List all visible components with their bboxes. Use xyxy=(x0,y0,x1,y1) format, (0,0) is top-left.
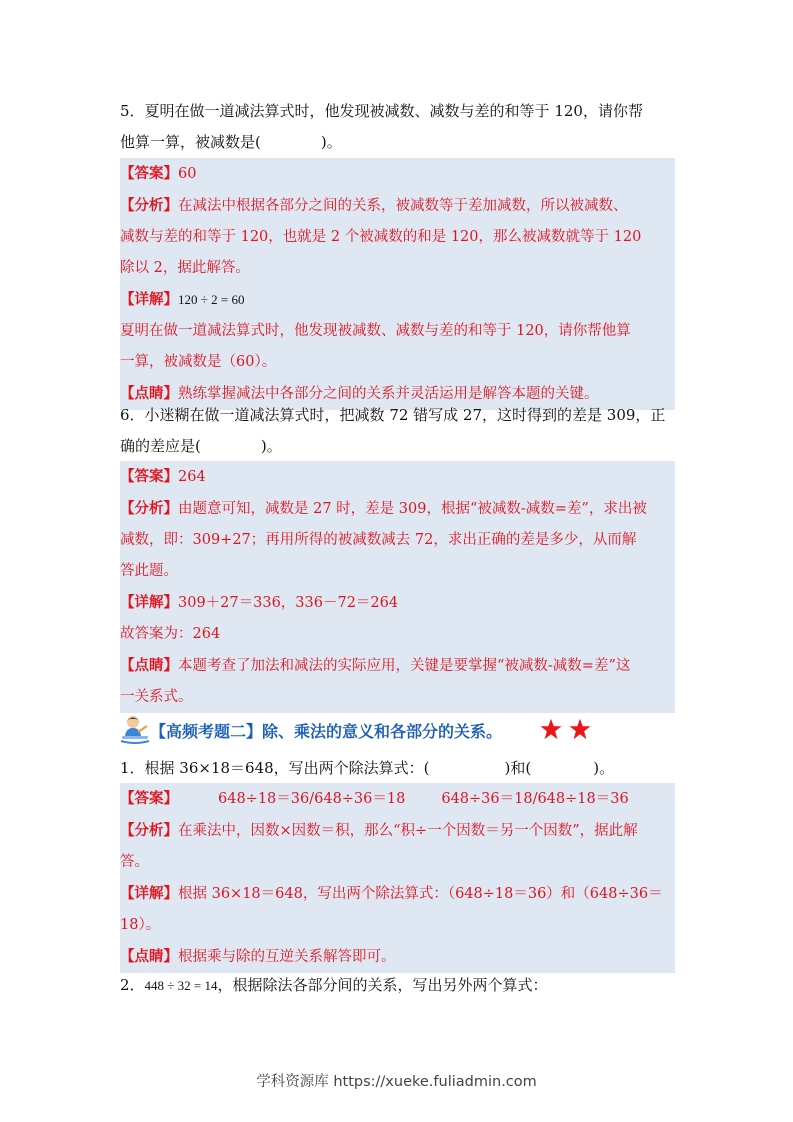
question-1 xyxy=(120,753,680,784)
detail-line: 【详解】309＋27＝336，336－72＝264 xyxy=(120,594,399,611)
section-heading xyxy=(120,714,680,748)
difficulty-stars xyxy=(540,718,593,744)
star-icon xyxy=(569,718,591,740)
question-1-line: 1．根据 36×18＝648，写出两个除法算式：( )和( )。 xyxy=(120,759,615,777)
solution-5 xyxy=(120,158,675,410)
solution-1 xyxy=(120,783,675,973)
student-writing-icon xyxy=(120,714,150,746)
analysis-line: 【分析】在减法中根据各部分之间的关系，被减数等于差加减数，所以被减数、 xyxy=(120,197,628,214)
solution-6 xyxy=(120,461,675,713)
question-5-line-2: 他算一算，被减数是( )。 xyxy=(120,133,342,151)
detail-line: 一算，被减数是（60）。 xyxy=(120,354,277,370)
tip-line: 【点睛】本题考查了加法和减法的实际应用，关键是要掌握“被减数-减数=差”这 xyxy=(120,657,631,674)
answer-line: 【答案】60 xyxy=(120,165,197,182)
analysis-line: 【分析】由题意可知，减数是 27 时，差是 309，根据“被减数-减数=差”，求出被 xyxy=(120,500,647,517)
answer-line: 【答案】 648÷18＝36/648÷36＝18 648÷36＝18/648÷18＝36 xyxy=(120,790,629,807)
detail-line: 【详解】根据 36×18＝648，写出两个除法算式：（648÷18＝36）和（648÷36＝ xyxy=(120,885,663,902)
question-6-line-1: 6．小迷糊在做一道减法算式时，把减数 72 错写成 27，这时得到的差是 309，正 xyxy=(120,406,666,424)
analysis-line: 【分析】在乘法中，因数×因数＝积，那么“积÷一个因数＝另一个因数”，据此解 xyxy=(120,822,638,839)
question-6-line-2: 确的差应是( )。 xyxy=(120,437,282,455)
detail-line: 【详解】120 ÷ 2 = 60 xyxy=(120,291,245,308)
question-5-line-1: 5．夏明在做一道减法算式时，他发现被减数、减数与差的和等于 120，请你帮 xyxy=(120,102,643,120)
analysis-line: 答。 xyxy=(120,854,149,870)
detail-line: 18）。 xyxy=(120,917,161,933)
analysis-line: 减数，即：309+27；再用所得的被减数减去 72，求出正确的差是多少，从而解 xyxy=(120,532,637,548)
analysis-line: 答此题。 xyxy=(120,563,178,579)
question-2 xyxy=(120,970,680,1001)
tip-line: 【点睛】根据乘与除的互逆关系解答即可。 xyxy=(120,948,396,965)
question-5 xyxy=(120,96,680,158)
analysis-line: 除以 2，据此解答。 xyxy=(120,260,250,276)
tip-line: 【点睛】熟练掌握减法中各部分之间的关系并灵活运用是解答本题的关键。 xyxy=(120,385,599,402)
question-6 xyxy=(120,400,680,462)
answer-line: 【答案】264 xyxy=(120,468,206,485)
analysis-line: 减数与差的和等于 120，也就是 2 个被减数的和是 120，那么被减数就等于 120 xyxy=(120,229,642,245)
star-icon xyxy=(540,718,562,740)
tip-line: 一关系式。 xyxy=(120,689,193,705)
footer-watermark: 学科资源库 https://xueke.fuliadmin.com xyxy=(256,1074,537,1090)
detail-line: 夏明在做一道减法算式时，他发现被减数、减数与差的和等于 120，请你帮他算 xyxy=(120,323,631,339)
question-2-line: 2．448 ÷ 32 = 14，根据除法各部分间的关系，写出另外两个算式： xyxy=(120,976,548,994)
section-title: 【高频考题二】除、乘法的意义和各部分的关系。 xyxy=(150,722,503,741)
detail-line: 故答案为：264 xyxy=(120,626,221,642)
